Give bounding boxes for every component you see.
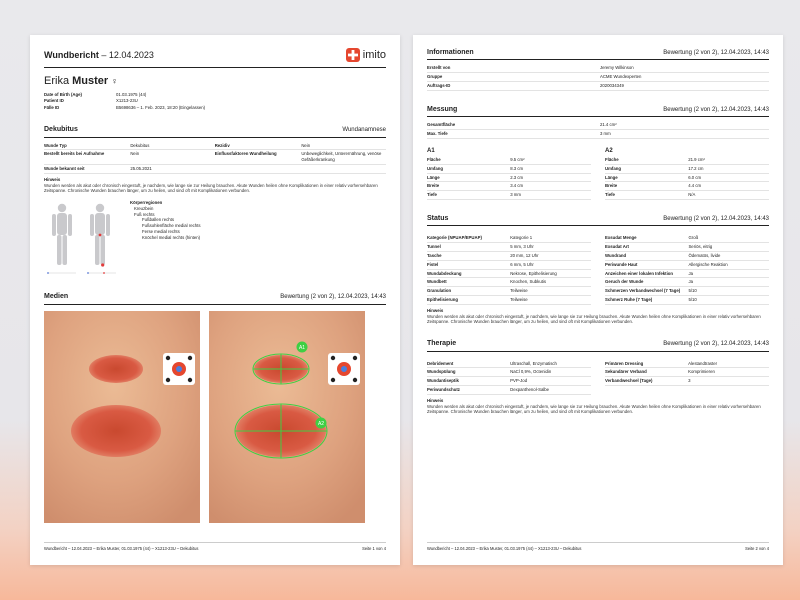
table-row	[427, 121, 769, 129]
wound-marker-foot	[101, 263, 104, 266]
field-value: Ödematös, livide	[688, 251, 769, 260]
field-value: Jeremy Wilkinson	[600, 64, 769, 72]
field-label: Fistel	[427, 260, 510, 269]
footer-left: Wundbericht – 12.04.2023 – Erika Muster, 01.03.1975 (44) – X1213-23U – Dekubitus	[427, 546, 582, 552]
table-row	[605, 182, 769, 191]
table-row	[605, 164, 769, 173]
note-text: Wunden werden als akut oder chronisch eingestuft, je nachdem, wie lange sie zur Heilung brauchen. Akute Wunden heilen ohne Komplikationen in einer relativ vorhersehbaren Zeitspanne. Chronische Wunden brauchen länger, um zu heilen, und sind oft mit Komplikationen verbunden.	[427, 313, 761, 325]
wound-marker-sacrum	[99, 234, 102, 237]
report-title-main: Wundbericht	[44, 50, 99, 61]
page-footer	[44, 542, 386, 552]
table-row	[44, 164, 386, 173]
section-medien-header	[44, 292, 386, 304]
section-dekubitus-header	[44, 125, 386, 137]
field-value: 8.3 cm	[510, 164, 591, 173]
logo-text: imito	[362, 49, 386, 61]
field-label: Tiefe	[427, 191, 510, 200]
field-label: Länge	[427, 173, 510, 182]
field-label: Wundrand	[605, 251, 688, 260]
field-value: 01.03.1975 (44)	[116, 91, 147, 97]
wound-photo-original[interactable]	[44, 311, 200, 523]
section-title: Messung	[427, 105, 458, 113]
field-label: Exsudat Art	[605, 243, 688, 252]
field-label: Sekundärer Verband	[605, 368, 688, 377]
section-subtitle: Wundanamnese	[342, 127, 386, 134]
field-label: Gesamtfläche	[427, 121, 600, 129]
field-value: Unbeweglichkeit, Unterernährung, venöse Gefäßerkrankung	[301, 150, 386, 165]
status-right-table	[605, 234, 769, 304]
region-item: Fußballen rechts	[142, 217, 175, 223]
field-value: Nekrose, Epithelisierung	[510, 269, 591, 278]
area-a2-title: A2	[605, 147, 613, 154]
report-header	[44, 48, 386, 68]
table-row	[427, 278, 591, 287]
table-row	[427, 182, 591, 191]
field-value: 6.0 cm	[688, 173, 769, 182]
field-value: Groß	[688, 234, 769, 242]
section-messung-header	[427, 105, 769, 117]
therapie-columns	[427, 356, 769, 395]
table-row	[605, 287, 769, 296]
field-label: Auftrags-ID	[427, 82, 600, 91]
table-row	[427, 243, 591, 252]
field-label: Breite	[427, 182, 510, 191]
status-columns	[427, 230, 769, 304]
page-number: Seite 2 von 4	[745, 546, 769, 552]
field-value: Kategorie 1	[510, 234, 591, 242]
section-title: Status	[427, 214, 449, 222]
page-number: Seite 1 von 4	[362, 546, 386, 552]
field-label: Bestellt bereits bei Aufnahme	[44, 150, 130, 165]
region-item: Knöchel medial rechts (hinten)	[142, 234, 201, 240]
field-label: Epithelisierung	[427, 295, 510, 304]
table-row	[427, 191, 591, 200]
region-item: Fußsohlenfläche medial rechts	[142, 223, 201, 229]
field-label: Schmerz Ruhe (7 Tage)	[605, 295, 688, 304]
section-title: Informationen	[427, 49, 474, 56]
field-label: Breite	[605, 182, 688, 191]
measurement-outline-a2	[235, 404, 327, 458]
table-row	[427, 269, 591, 278]
field-label: Länge	[605, 173, 688, 182]
section-subtitle: Bewertung (2 von 2), 12.04.2023, 14:43	[663, 216, 769, 223]
field-value: Knochen, Subkutis	[510, 278, 591, 287]
note-text: Wunden werden als akut oder chronisch eingestuft, je nachdem, wie lange sie zur Heilung brauchen. Akute Wunden heilen ohne Komplikationen in einer relativ vorhersehbaren Zeitspanne. Chronische Wunden brauchen länger, um zu heilen, und sind oft mit Komplikationen verbunden.	[44, 182, 378, 194]
field-label: Kategorie (NPUAP/EPUAP)	[427, 234, 510, 242]
field-label: Debridement	[427, 360, 510, 368]
field-label: Exsudat Menge	[605, 234, 688, 242]
patient-first-name: Erika	[44, 74, 70, 87]
imito-logo	[346, 48, 386, 63]
field-value: PVP-Jod	[510, 377, 591, 386]
field-label: Einflussfaktoren Wundheilung	[215, 150, 302, 165]
field-label: Tiefe	[605, 191, 688, 200]
field-value: NaCl 0,9%, Octenidin	[510, 368, 591, 377]
regions-title: Körperregionen	[130, 200, 163, 206]
field-label: Wundspülung	[427, 368, 510, 377]
field-value: 6 mm, 5 Uhr	[510, 260, 591, 269]
field-label: Verbandwechsel (Tage)	[605, 377, 688, 386]
section-subtitle: Bewertung (2 von 2), 12.04.2023, 14:43	[663, 341, 769, 348]
table-row	[605, 278, 769, 287]
field-label: Fläche	[427, 156, 510, 164]
imito-logo-icon	[346, 48, 360, 62]
field-label: Patient ID	[44, 98, 64, 104]
informationen-table	[427, 64, 769, 90]
report-title	[44, 49, 154, 61]
field-label: Wundabdeckung	[427, 269, 510, 278]
field-value: Alestandtraster	[688, 360, 769, 368]
body-front-figure	[52, 204, 72, 265]
field-value: Nein	[130, 150, 214, 165]
report-title-date: – 12.04.2023	[101, 50, 154, 61]
table-row	[605, 234, 769, 242]
therapie-left-table	[427, 360, 591, 395]
field-value: 25.05.2021	[130, 164, 214, 173]
field-value: Ja	[688, 278, 769, 287]
field-label: Fläche	[605, 156, 688, 164]
section-therapie-header	[427, 339, 769, 351]
table-row	[605, 156, 769, 164]
table-row	[605, 243, 769, 252]
table-row	[605, 269, 769, 278]
field-label: Date of Birth (Age)	[44, 91, 82, 97]
field-value: Dexpanthenol-Salbe	[510, 385, 591, 394]
messung-table	[427, 121, 769, 139]
section-subtitle: Bewertung (2 von 2), 12.04.2023, 14:43	[663, 107, 769, 114]
field-value: ACME Wundexperten	[600, 73, 769, 82]
section-title: Medien	[44, 293, 69, 301]
field-value: 3	[688, 377, 769, 386]
table-row	[427, 377, 591, 386]
field-value: 5/10	[688, 295, 769, 304]
field-label: Rezidiv	[215, 142, 302, 150]
field-value: 5/10	[688, 287, 769, 296]
wound-a1	[89, 355, 143, 383]
note-title: Hinweis	[44, 176, 61, 182]
table-row	[44, 150, 386, 165]
region-item: Ferse medial rechts	[142, 229, 180, 235]
messung-areas	[427, 143, 769, 200]
section-subtitle: Bewertung (2 von 2), 12.04.2023, 14:43	[280, 294, 386, 301]
body-region-area	[44, 200, 386, 282]
field-label: Primären Dressing	[605, 360, 688, 368]
body-regions	[130, 200, 201, 282]
section-informationen-header	[427, 48, 769, 60]
patient-info	[44, 92, 386, 111]
field-value: 9.5 cm²	[510, 156, 591, 164]
table-row	[605, 368, 769, 377]
region-item: Fuß rechts	[134, 211, 155, 217]
field-label: Gruppe	[427, 73, 600, 82]
field-value	[301, 164, 386, 173]
field-label: Erstellt von	[427, 64, 600, 72]
field-label: Granulation	[427, 287, 510, 296]
badge-a1	[297, 341, 308, 352]
field-label: Wunde Typ	[44, 142, 130, 150]
section-subtitle: Bewertung (2 von 2), 12.04.2023, 14:43	[663, 50, 769, 57]
field-value: 3 mm	[510, 191, 591, 200]
section-status-header	[427, 214, 769, 226]
field-value: Seriös, eitrig	[688, 243, 769, 252]
field-value: 20 mm, 12 Uhr	[510, 251, 591, 260]
field-label: Geruch der Wunde	[605, 278, 688, 287]
table-row	[605, 173, 769, 182]
note-title: Hinweis	[427, 397, 444, 403]
wound-a2	[71, 405, 161, 457]
field-value: Teilweise	[510, 287, 591, 296]
table-row	[605, 295, 769, 304]
dekubitus-table	[44, 142, 386, 174]
note-title: Hinweis	[427, 307, 444, 313]
field-label: Anzeichen einer lokalen Infektion	[605, 269, 688, 278]
note-text: Wunden werden als akut oder chronisch eingestuft, je nachdem, wie lange sie zur Heilung brauchen. Akute Wunden heilen ohne Komplikationen in einer relativ vorhersehbaren Zeitspanne. Chronische Wunden brauchen länger, um zu heilen, und sind oft mit Komplikationen verbunden.	[427, 403, 761, 415]
female-icon: ♀	[111, 75, 118, 86]
field-label: Wundantiseptik	[427, 377, 510, 386]
field-label: Tasche	[427, 251, 510, 260]
wound-photo-measured[interactable]	[209, 311, 365, 523]
table-row	[427, 368, 591, 377]
footer-left: Wundbericht – 12.04.2023 – Erika Muster, 01.03.1975 (44) – X1213-23U – Dekubitus	[44, 546, 199, 552]
field-value: 17.2 cm	[688, 164, 769, 173]
field-label	[215, 164, 302, 173]
field-value: 2.3 cm	[510, 173, 591, 182]
field-value: Allergische Reaktion	[688, 260, 769, 269]
field-label: Tunnel	[427, 243, 510, 252]
field-value: 21.9 cm²	[688, 156, 769, 164]
field-value: 2020034349	[600, 82, 769, 91]
field-label: Wundbett	[427, 278, 510, 287]
patient-name	[44, 74, 386, 89]
field-value: Ultraschall, Enzymatisch	[510, 360, 591, 368]
field-label: Schmerzen Verbandwechsel (7 Tage)	[605, 287, 688, 296]
field-value: 3 mm	[600, 130, 769, 139]
field-label: Max. Tiefe	[427, 130, 600, 139]
regions-list	[130, 206, 201, 241]
patient-last-name: Muster	[72, 74, 109, 87]
table-row	[427, 260, 591, 269]
report-page-1	[30, 35, 400, 565]
region-item: Kreuzbein	[134, 205, 154, 211]
field-value: X1213-23U	[116, 98, 138, 104]
field-value: 5 mm, 3 Uhr	[510, 243, 591, 252]
table-row	[427, 385, 591, 394]
page-footer	[427, 542, 769, 552]
status-left-table	[427, 234, 591, 304]
field-value: 4.4 cm	[688, 182, 769, 191]
field-label: Periwunde Haut	[605, 260, 688, 269]
field-value: 3.4 cm	[510, 182, 591, 191]
field-value: Komprimieren	[688, 368, 769, 377]
table-row	[427, 251, 591, 260]
svg-text:A1: A1	[298, 344, 306, 351]
measurement-outline-a1	[253, 354, 309, 384]
field-value: Teilweise	[510, 295, 591, 304]
table-row	[605, 377, 769, 386]
table-row	[427, 234, 591, 242]
table-row	[427, 360, 591, 368]
field-value: Ja	[688, 269, 769, 278]
field-label: Wunde bekannt seit	[44, 164, 130, 173]
table-row	[427, 64, 769, 72]
field-label: Umfang	[427, 164, 510, 173]
table-row	[427, 156, 591, 164]
table-row	[605, 260, 769, 269]
body-map-figure	[44, 200, 128, 282]
field-label: Periwundschutz	[427, 385, 510, 394]
table-row	[427, 164, 591, 173]
table-row	[427, 130, 769, 139]
area-a1-table	[427, 156, 591, 200]
table-row	[605, 191, 769, 200]
therapie-right-table	[605, 360, 769, 386]
field-value: 21.4 cm²	[600, 121, 769, 129]
badge-a2	[316, 417, 327, 428]
field-value: Dekubitus	[130, 142, 214, 150]
svg-text:A2: A2	[317, 420, 325, 427]
qr-marker-icon	[328, 353, 360, 385]
field-label: Fälle ID	[44, 105, 60, 111]
field-value: Nein	[301, 142, 386, 150]
section-title: Therapie	[427, 340, 457, 348]
field-value: N/A	[688, 191, 769, 200]
table-row	[427, 173, 591, 182]
qr-marker-icon	[163, 353, 195, 385]
field-value: B5698636 – 1. Feb. 2023, 18:20 (Eingelassen)	[116, 105, 206, 111]
table-row	[44, 142, 386, 150]
table-row	[427, 82, 769, 91]
media-gallery	[44, 311, 386, 523]
table-row	[427, 73, 769, 82]
table-row	[605, 251, 769, 260]
area-a1-title: A1	[427, 147, 435, 154]
field-label: Umfang	[605, 164, 688, 173]
area-a2-table	[605, 156, 769, 200]
table-row	[427, 295, 591, 304]
table-row	[427, 287, 591, 296]
report-page-2	[413, 35, 783, 565]
section-title: Dekubitus	[44, 126, 78, 134]
table-row	[605, 360, 769, 368]
